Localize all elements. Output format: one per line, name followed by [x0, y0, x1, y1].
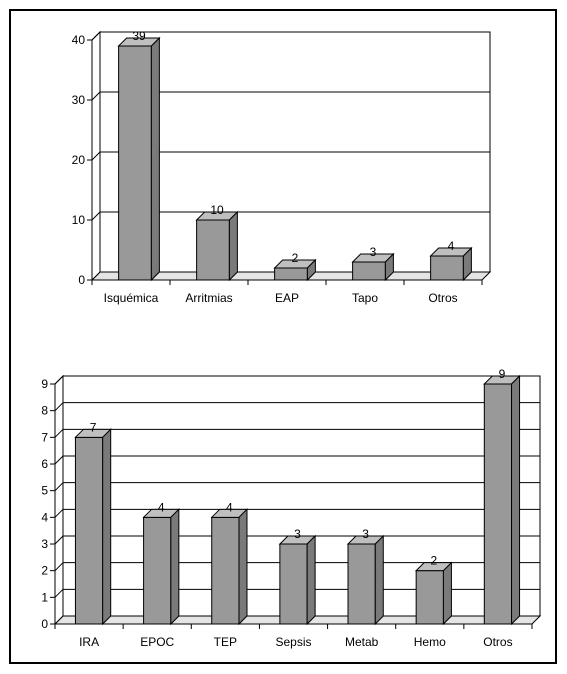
chart1-data-label-3: 3	[369, 245, 377, 259]
chart1-xtick-label-3: Tapo	[351, 291, 379, 305]
chart1-data-label-2: 2	[291, 251, 299, 265]
chart2-data-label-0: 7	[89, 420, 97, 435]
chart1-xtick-label-0: Isquémica	[103, 291, 159, 305]
chart2-data-label-3: 3	[294, 527, 301, 541]
chart2-ytick-label-6: 6	[41, 457, 48, 471]
chart2-xtick-label-0: IRA	[79, 635, 100, 649]
chart2-ytick-label-0: 0	[41, 617, 48, 631]
chart2-xtick-label-3: Sepsis	[275, 635, 312, 649]
chart1-xtick-label-4: Otros	[428, 291, 458, 305]
chart2-bar-side-4	[375, 536, 383, 624]
chart2-bar-side-0	[103, 429, 111, 624]
chart2-bar-side-2	[239, 509, 247, 624]
chart2-ytick-label-8: 8	[41, 403, 48, 418]
chart2-bar-side-5	[443, 563, 451, 624]
chart2-ytick-label-7: 7	[41, 430, 48, 445]
chart2-bar-4	[348, 544, 375, 624]
chart2-data-label-6: 9	[498, 367, 506, 381]
chart2-data-label-1: 4	[157, 500, 165, 515]
chart2-data-label-4: 3	[362, 527, 369, 541]
chart2-bar-side-1	[171, 509, 179, 624]
chart2-bar-6	[484, 384, 511, 624]
chart2-ytick-label-1: 1	[41, 590, 48, 605]
chart2-bar-1	[144, 517, 171, 624]
chart2-bar-2	[212, 517, 239, 624]
chart1-data-label-0: 39	[132, 29, 146, 43]
chart1-data-label-4: 4	[447, 239, 455, 253]
chart1-ytick-label-1: 10	[71, 213, 85, 227]
chart2-bar-side-3	[307, 536, 315, 624]
chart1-xtick-label-2: EAP	[274, 291, 300, 305]
chart2-bar-0	[75, 437, 102, 624]
chart1-ytick-label-4: 40	[71, 33, 85, 47]
chart1-data-label-1: 10	[210, 203, 224, 217]
chart2-data-label-2: 4	[226, 500, 233, 515]
chart2-bar-side-6	[512, 376, 520, 624]
chart2-ytick-label-3: 3	[41, 537, 48, 551]
chart1-ytick-label-2: 20	[71, 153, 85, 167]
chart2-ytick-label-5: 5	[41, 483, 48, 498]
chart2-xtick-label-1: EPOC	[140, 635, 175, 649]
chart2-ytick-label-2: 2	[41, 563, 48, 578]
chart1-ytick-label-3: 30	[71, 93, 85, 107]
chart2-xtick-label-2: TEP	[213, 635, 238, 649]
chart2-ytick-label-9: 9	[41, 377, 48, 391]
chart2-xtick-label-5: Hemo	[413, 635, 446, 649]
chart2-bar-3	[280, 544, 307, 624]
chart1-ytick-label-0: 0	[78, 273, 85, 287]
chart2-xtick-label-6: Otros	[483, 635, 513, 649]
chart2-xtick-label-4: Metab	[344, 635, 379, 649]
chart2-ytick-label-4: 4	[41, 510, 48, 525]
chart2-side-wall	[55, 376, 63, 624]
chart2-bar-5	[416, 571, 443, 624]
chart2-data-label-5: 2	[430, 553, 438, 568]
chart1-xtick-label-1: Arritmias	[185, 291, 233, 305]
